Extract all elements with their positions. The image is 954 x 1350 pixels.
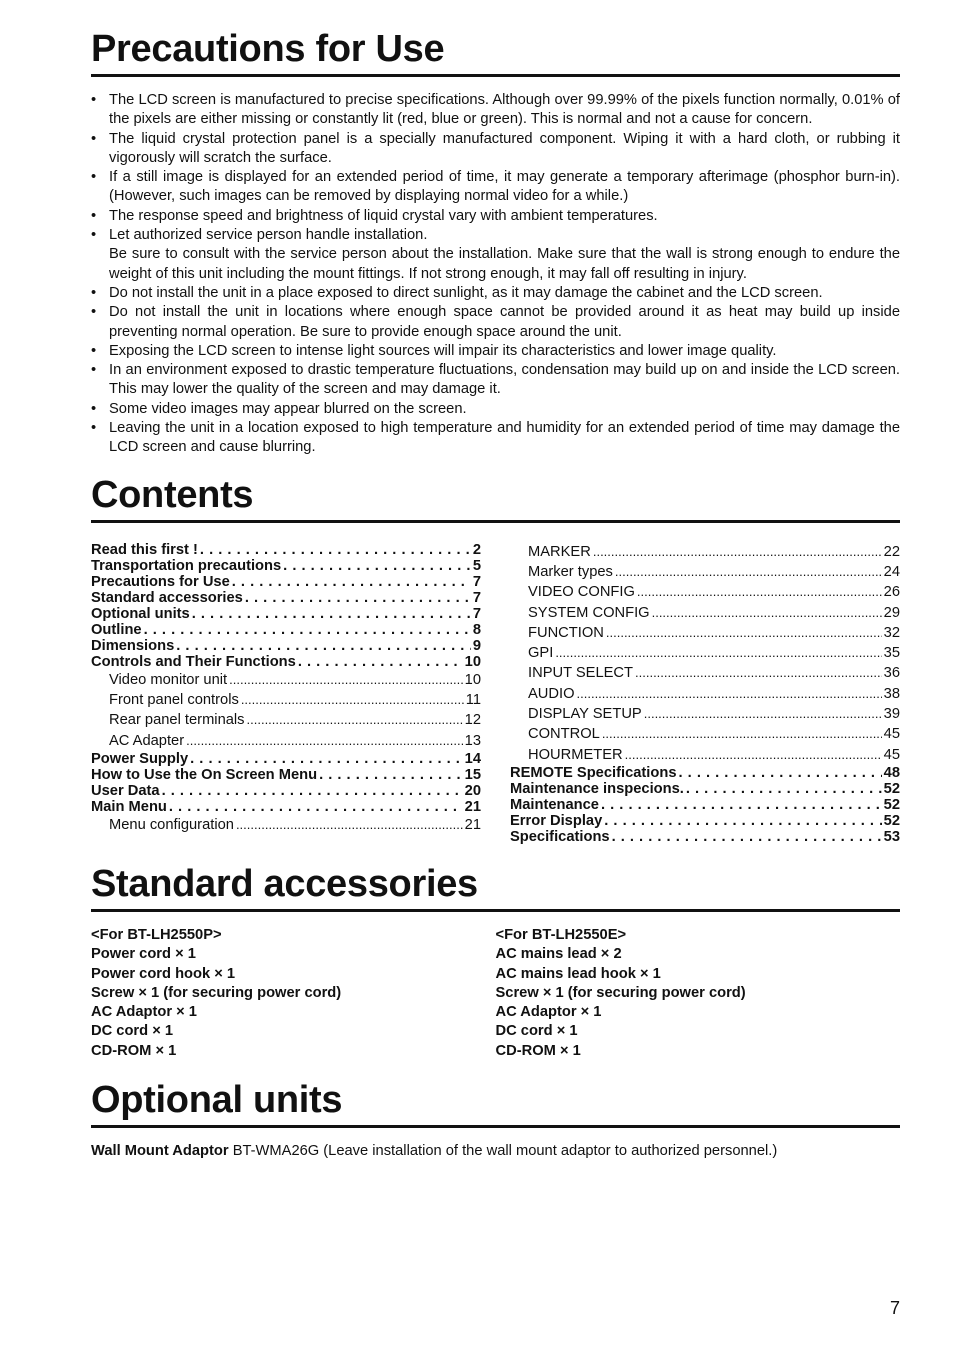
toc-leader-dots — [298, 654, 463, 670]
precaution-text: Exposing the LCD screen to intense light sources will impair its characteristics and lower image quality. — [109, 342, 777, 359]
toc-entry[interactable] — [510, 797, 900, 813]
toc-entry-page: 38 — [883, 685, 900, 702]
toc-entry-label: REMOTE Specifications — [510, 764, 677, 781]
toc-leader-dots — [555, 643, 881, 663]
toc-entry-label: Main Menu — [91, 798, 167, 815]
toc-right-column — [510, 542, 900, 845]
toc-entry[interactable] — [91, 638, 481, 654]
toc-entry-label: Optional units — [91, 605, 190, 622]
accessory-item: Power cord hook × 1 — [91, 965, 236, 982]
toc-entry[interactable] — [91, 767, 481, 783]
toc-entry-page: 8 — [472, 621, 481, 638]
toc-entry-label: Controls and Their Functions — [91, 653, 296, 670]
toc-leader-dots — [637, 582, 882, 602]
toc-entry[interactable] — [91, 622, 481, 638]
accessory-item: Screw × 1 (for securing power cord) — [91, 984, 342, 1001]
toc-entry-label: User Data — [91, 782, 160, 799]
toc-entry[interactable] — [91, 815, 481, 835]
precaution-text: The response speed and brightness of liquid crystal vary with ambient temperatures. — [109, 207, 658, 224]
optional-unit-entry — [91, 1142, 900, 1161]
toc-entry-page: 21 — [464, 816, 481, 833]
toc-leader-dots — [635, 663, 882, 683]
toc-entry[interactable] — [510, 829, 900, 845]
toc-entry[interactable] — [91, 670, 481, 690]
accessory-item: AC mains lead hook × 1 — [495, 965, 661, 982]
toc-leader-dots — [192, 606, 471, 622]
toc-entry-page: 52 — [883, 796, 900, 813]
toc-entry[interactable] — [510, 745, 900, 765]
precaution-text: Do not install the unit in locations where enough space cannot be provided around it as heat may build up inside preventing normal operation. Be sure to provide enough space around the unit. — [109, 304, 900, 340]
toc-entry[interactable] — [510, 704, 900, 724]
toc-entry-label: DISPLAY SETUP — [528, 706, 642, 723]
toc-entry-page: 10 — [464, 671, 481, 688]
toc-entry[interactable] — [91, 590, 481, 606]
precaution-text: Let authorized service person handle installation. — [109, 227, 428, 244]
toc-entry-label: Front panel controls — [109, 691, 239, 708]
toc-entry-label: AC Adapter — [109, 732, 185, 749]
toc-entry-page: 35 — [883, 645, 900, 662]
toc-entry-label: CONTROL — [528, 726, 600, 743]
toc-entry-label: SYSTEM CONFIG — [528, 604, 650, 621]
toc-leader-dots — [169, 799, 463, 815]
toc-entry-label: Transportation precautions — [91, 557, 282, 574]
toc-entry[interactable] — [91, 690, 481, 710]
toc-left-column — [91, 542, 481, 845]
toc-entry[interactable] — [510, 663, 900, 683]
toc-entry[interactable] — [91, 558, 481, 574]
optional-unit-text: BT-WMA26G (Leave installation of the wall mount adaptor to authorized personnel.) — [232, 1142, 778, 1159]
toc-entry-page: 45 — [883, 746, 900, 763]
toc-leader-dots — [319, 767, 463, 783]
toc-entry-label: Rear panel terminals — [109, 712, 245, 729]
toc-entry-label: Video monitor unit — [109, 671, 228, 688]
toc-entry-page: 39 — [883, 706, 900, 723]
toc-entry-label: Marker types — [528, 563, 613, 580]
toc-entry-page: 21 — [464, 798, 481, 815]
toc-entry-page: 12 — [464, 712, 481, 729]
precautions-heading: Precautions for Use — [91, 28, 900, 77]
precaution-item — [91, 207, 900, 226]
toc-entry-page: 7 — [472, 589, 481, 606]
accessories-left-column — [91, 926, 496, 1061]
accessories-heading: Standard accessories — [91, 863, 900, 912]
toc-entry-label: FUNCTION — [528, 624, 604, 641]
toc-entry-page: 53 — [883, 828, 900, 845]
toc-leader-dots — [232, 574, 471, 590]
toc-leader-dots — [652, 603, 882, 623]
toc-entry-label: Specifications — [510, 828, 610, 845]
toc-entry[interactable] — [91, 731, 481, 751]
toc-leader-dots — [186, 731, 463, 751]
toc-leader-dots — [144, 622, 471, 638]
accessories-lists — [91, 926, 900, 1061]
toc-entry-page: 48 — [883, 764, 900, 781]
toc-entry-page: 22 — [883, 543, 900, 560]
precaution-item — [91, 168, 900, 207]
accessory-item: CD-ROM × 1 — [91, 1042, 177, 1059]
toc-leader-dots — [283, 558, 471, 574]
toc-entry[interactable] — [91, 574, 481, 590]
toc-entry[interactable] — [91, 542, 481, 558]
precaution-item — [91, 419, 900, 458]
precaution-subtext: Be sure to consult with the service person about the installation. Make sure that the wall is strong enough to endure the weight of this unit including the mount fittings. If not strong enough, it may fall off resulting in injury. — [109, 246, 900, 282]
toc-leader-dots — [601, 797, 882, 813]
toc-entry-label: Power Supply — [91, 750, 189, 767]
toc-leader-dots — [625, 745, 882, 765]
toc-entry-page: 20 — [464, 782, 481, 799]
toc-leader-dots — [236, 815, 463, 835]
precaution-text: The liquid crystal protection panel is a specially manufactured component. Wiping it with a hard cloth, or rubbing it vigorously will scratch the surface. — [109, 130, 900, 166]
accessory-item: AC mains lead × 2 — [495, 946, 622, 963]
toc-entry-page: 24 — [883, 563, 900, 580]
toc-leader-dots — [602, 724, 882, 744]
toc-entry[interactable] — [510, 582, 900, 602]
toc-leader-dots — [229, 670, 463, 690]
precautions-list — [91, 91, 900, 458]
precaution-item — [91, 91, 900, 130]
toc-entry[interactable] — [91, 606, 481, 622]
toc-entry-label: MARKER — [528, 543, 591, 560]
toc-entry[interactable] — [510, 643, 900, 663]
toc-entry-page: 15 — [464, 766, 481, 783]
toc-entry[interactable] — [510, 724, 900, 744]
precaution-text: Some video images may appear blurred on the screen. — [109, 400, 467, 417]
toc-entry[interactable] — [510, 684, 900, 704]
contents-heading: Contents — [91, 474, 900, 523]
toc-entry-page: 7 — [472, 605, 481, 622]
toc-entry-page: 45 — [883, 726, 900, 743]
precaution-item — [91, 361, 900, 400]
toc-entry[interactable] — [91, 710, 481, 730]
toc-leader-dots — [176, 638, 471, 654]
toc-entry-page: 9 — [472, 637, 481, 654]
precaution-item — [91, 226, 900, 284]
toc-leader-dots — [686, 781, 882, 797]
toc-entry-label: Maintenance — [510, 796, 599, 813]
toc-entry-label: Dimensions — [91, 637, 175, 654]
accessory-item: AC Adaptor × 1 — [495, 1004, 602, 1021]
toc-entry-label: AUDIO — [528, 685, 575, 702]
toc-entry[interactable] — [510, 623, 900, 643]
toc-entry[interactable] — [510, 542, 900, 562]
precaution-item — [91, 303, 900, 342]
toc-entry-label: How to Use the On Screen Menu — [91, 766, 318, 783]
toc-leader-dots — [679, 765, 882, 781]
toc-entry-page: 5 — [472, 557, 481, 574]
toc-entry[interactable] — [510, 562, 900, 582]
toc-entry-page: 52 — [883, 780, 900, 797]
accessory-item: Power cord × 1 — [91, 946, 196, 963]
precaution-text: Leaving the unit in a location exposed to high temperature and humidity for an extended period of time may damage the LCD screen and cause blurring. — [109, 420, 900, 456]
toc-entry-page: 13 — [464, 732, 481, 749]
toc-leader-dots — [644, 704, 882, 724]
toc-entry-page: 2 — [472, 541, 481, 558]
toc-entry-page: 32 — [883, 624, 900, 641]
accessories-model-heading: <For BT-LH2550E> — [495, 926, 627, 943]
toc-entry-label: Maintenance inspecions. — [510, 780, 684, 797]
toc-entry-page: 36 — [883, 665, 900, 682]
toc-leader-dots — [190, 751, 463, 767]
precaution-text: The LCD screen is manufactured to precise specifications. Although over 99.99% of the pixels function normally, 0.01% of the pixels are either missing or constantly lit (red, blue or green). This is normal and not a cause for concern. — [109, 92, 900, 128]
toc-entry[interactable] — [510, 765, 900, 781]
manual-page — [91, 0, 900, 1161]
precaution-item — [91, 342, 900, 361]
precaution-text: If a still image is displayed for an extended period of time, it may generate a temporary afterimage (phosphor burn-in). (However, such images can be removed by displaying normal video for a while.) — [109, 169, 900, 205]
toc-entry-label: Menu configuration — [109, 816, 234, 833]
toc-leader-dots — [612, 829, 882, 845]
page-number: 7 — [889, 1298, 900, 1318]
precaution-item — [91, 130, 900, 169]
accessories-right-column — [496, 926, 901, 1061]
toc-entry-page: 7 — [472, 573, 481, 590]
toc-entry[interactable] — [91, 783, 481, 799]
toc-entry-page: 52 — [883, 812, 900, 829]
toc-entry-page: 10 — [464, 653, 481, 670]
toc-entry-label: Read this first ! — [91, 541, 198, 558]
toc-entry-page: 26 — [883, 584, 900, 601]
toc-entry-label: HOURMETER — [528, 746, 623, 763]
accessories-model-heading: <For BT-LH2550P> — [91, 926, 222, 943]
optional-units-heading: Optional units — [91, 1079, 900, 1128]
accessory-item: DC cord × 1 — [91, 1023, 174, 1040]
toc-entry-label: Standard accessories — [91, 589, 243, 606]
toc-entry[interactable] — [510, 781, 900, 797]
accessory-item: DC cord × 1 — [495, 1023, 578, 1040]
toc-leader-dots — [593, 542, 882, 562]
table-of-contents — [91, 542, 900, 845]
toc-leader-dots — [241, 690, 464, 710]
toc-entry[interactable] — [91, 799, 481, 815]
toc-leader-dots — [162, 783, 463, 799]
toc-leader-dots — [245, 590, 471, 606]
accessory-item: CD-ROM × 1 — [495, 1042, 581, 1059]
optional-unit-label: Wall Mount Adaptor — [91, 1142, 229, 1159]
precaution-text: In an environment exposed to drastic temperature fluctuations, condensation may build up on and inside the LCD screen. This may lower the quality of the screen and may damage it. — [109, 362, 900, 398]
toc-entry-label: GPI — [528, 645, 554, 662]
toc-leader-dots — [604, 813, 881, 829]
toc-entry-page: 11 — [465, 691, 481, 708]
toc-entry-label: INPUT SELECT — [528, 665, 634, 682]
precaution-item — [91, 284, 900, 303]
toc-entry-page: 14 — [464, 750, 481, 767]
precaution-item — [91, 400, 900, 419]
toc-entry-label: Error Display — [510, 812, 603, 829]
toc-entry-label: Precautions for Use — [91, 573, 230, 590]
toc-entry[interactable] — [91, 751, 481, 767]
toc-leader-dots — [577, 684, 882, 704]
toc-leader-dots — [606, 623, 882, 643]
toc-entry[interactable] — [510, 813, 900, 829]
toc-leader-dots — [247, 710, 463, 730]
toc-leader-dots — [200, 542, 471, 558]
toc-entry[interactable] — [510, 603, 900, 623]
toc-entry[interactable] — [91, 654, 481, 670]
precaution-text: Do not install the unit in a place exposed to direct sunlight, as it may damage the cabinet and the LCD screen. — [109, 284, 823, 301]
toc-entry-label: Outline — [91, 621, 142, 638]
toc-leader-dots — [615, 562, 882, 582]
toc-entry-page: 29 — [883, 604, 900, 621]
toc-entry-label: VIDEO CONFIG — [528, 584, 635, 601]
accessory-item: Screw × 1 (for securing power cord) — [495, 984, 746, 1001]
accessory-item: AC Adaptor × 1 — [91, 1004, 197, 1021]
